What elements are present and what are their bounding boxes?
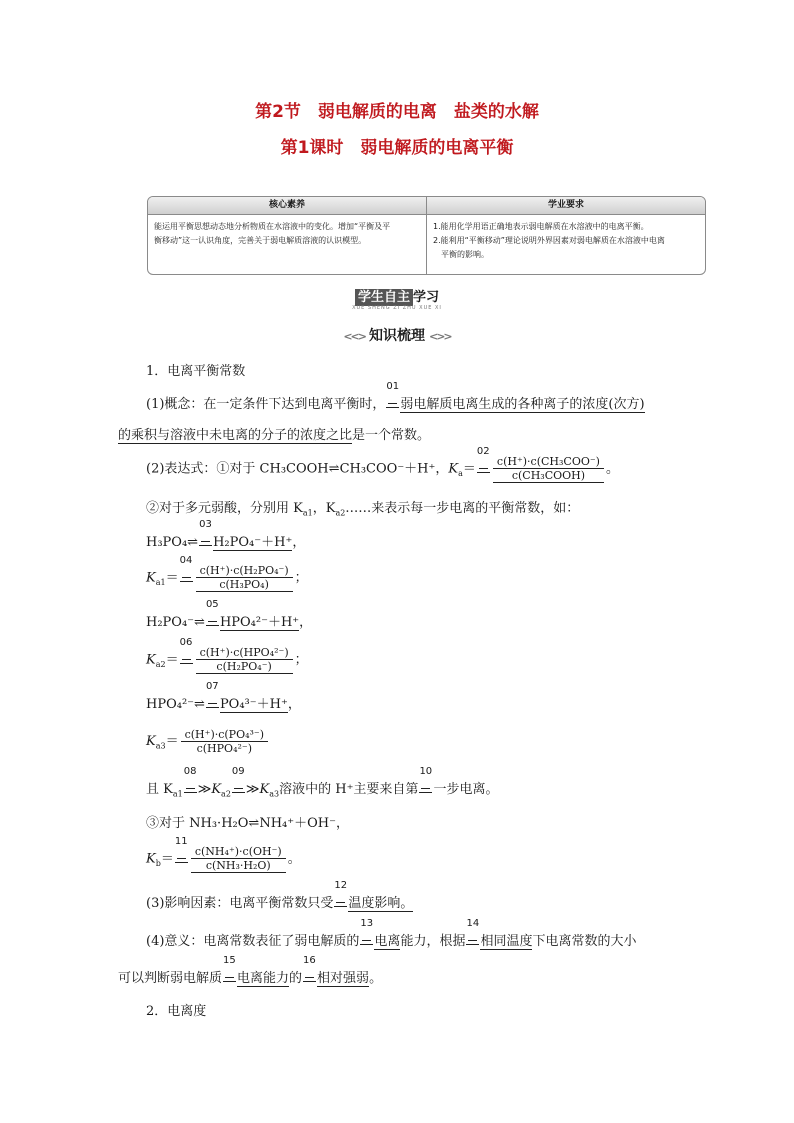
significance-line-1: (4)意义：电离常数表征了弱电解质的 13 电离能力，根据 14 相同温度下电离常数的大小	[146, 918, 637, 949]
requirements-column	[426, 197, 705, 274]
answer-blank-11: 11	[175, 850, 188, 863]
ka2-fraction: $\frac{\text{c(H⁺)·c(HPO₄²⁻)}}{\text{c(H₂PO₄⁻)}}$	[196, 646, 293, 674]
section-title: 第2节 弱电解质的电离 盐类的水解	[255, 102, 539, 122]
answer-blank-15: 15	[223, 969, 236, 982]
answer-blank-09: 09	[232, 780, 245, 793]
requirement-line: 平衡的影响。	[433, 250, 489, 259]
answer-blank-12: 12	[334, 894, 347, 907]
banner-rest: 学习	[413, 290, 440, 305]
significance-line-2: 可以判断弱电解质 15 电离能力的 16 相对强弱。	[118, 955, 383, 986]
answer-blank-10: 10	[419, 780, 432, 793]
kb-expression: $K_b=$ 11 $\frac{\text{c(NH₄⁺)·c(OH⁻)}}{\text{c(NH₃·H₂O)}}$ 。	[146, 835, 301, 872]
core-literacy-column	[148, 197, 426, 274]
requirements-header: 学业要求	[427, 197, 705, 215]
expression-line: (2)表达式：①对于 CH₃COOH⇌CH₃COO⁻＋H⁺，$K_a=$ 02 $\frac{\text{c(H⁺)·c(CH₃COO⁻)}}{\text{c(CH₃COOH)}}$ 。	[146, 445, 619, 482]
right-chevron-icon: <>>	[429, 330, 451, 343]
equilibrium-step-1: H₃PO₄⇌ 03 H₂PO₄⁻＋H⁺，	[146, 519, 306, 550]
lesson-title: 第1课时 弱电解质的电离平衡	[280, 138, 514, 158]
banner-pinyin: XUE SHENG ZI ZHU XUE XI	[352, 305, 442, 311]
answer-blank-01: 01	[386, 395, 399, 408]
section-1-heading: 1．电离平衡常数	[146, 364, 246, 379]
answer-blank-16: 16	[303, 969, 316, 982]
ka2-expression: $K_{a2}=$ 06 $\frac{\text{c(H⁺)·c(HPO₄²⁻)}}{\text{c(H₂PO₄⁻)}}$ ；	[146, 636, 308, 673]
ka-fraction: $\frac{\text{c(H⁺)·c(CH₃COO⁻)}}{\text{c(CH₃COOH)}}$	[493, 455, 604, 483]
equilibrium-step-2: H₂PO₄⁻⇌ 05 HPO₄²⁻＋H⁺，	[146, 599, 313, 630]
concept-line-1: (1)概念：在一定条件下达到电离平衡时， 01 弱电解质电离生成的各种离子的浓度(次方)	[146, 381, 645, 412]
answer-blank-06: 06	[180, 651, 193, 664]
answer-blank-03: 03	[199, 533, 212, 546]
core-literacy-line: 能运用平衡思想动态地分析物质在水溶液中的变化。增加“平衡及平	[154, 222, 391, 231]
answer-blank-04: 04	[180, 569, 193, 582]
ka3-fraction: $\frac{\text{c(H⁺)·c(PO₄³⁻)}}{\text{c(HPO₄²⁻)}}$	[181, 728, 268, 755]
core-literacy-header: 核心素养	[148, 197, 426, 215]
factors-line: (3)影响因素：电离平衡常数只受 12 温度影响。	[146, 880, 414, 911]
ka1-fraction: $\frac{\text{c(H⁺)·c(H₂PO₄⁻)}}{\text{c(H₃PO₄)}}$	[196, 564, 293, 592]
core-literacy-line: 衡移动”这一认识角度，完善关于弱电解质溶液的认识模型。	[154, 236, 367, 245]
constants-comparison: 且 $K_{a1}$ 08 $≫K_{a2}$ 09 $≫K_{a3}$溶液中的 H⁺主要来自第 10 一步电离。	[146, 766, 499, 799]
answer-blank-14: 14	[466, 932, 479, 945]
answer-blank-02: 02	[477, 460, 490, 473]
objectives-table	[147, 196, 706, 275]
equilibrium-step-3: HPO₄²⁻⇌ 07 PO₄³⁻＋H⁺，	[146, 681, 301, 712]
ka3-expression: $K_{a3}=$ $\frac{\text{c(H⁺)·c(PO₄³⁻)}}{\text{c(HPO₄²⁻)}}$	[146, 728, 270, 755]
ka1-expression: $K_{a1}=$ 04 $\frac{\text{c(H⁺)·c(H₂PO₄⁻)}}{\text{c(H₃PO₄)}}$ ；	[146, 554, 308, 591]
polyprotic-intro: ②对于多元弱酸，分别用 $K_{a1}$，$K_{a2}\dots\dots$来表示每一步电离的平衡常数，如：	[146, 501, 580, 518]
ammonia-equilibrium: ③对于 NH₃·H₂O⇌NH₄⁺＋OH⁻，	[146, 816, 349, 831]
self-study-banner	[0, 286, 794, 311]
banner-highlight: 学生自主	[355, 289, 413, 306]
left-chevron-icon: <<>	[343, 330, 365, 343]
answer-blank-13: 13	[360, 932, 373, 945]
requirement-line: 2.能利用“平衡移动”理论说明外界因素对弱电解质在水溶液中电离	[433, 236, 665, 245]
kb-fraction: $\frac{\text{c(NH₄⁺)·c(OH⁻)}}{\text{c(NH₃·H₂O)}}$	[191, 845, 286, 873]
concept-line-2: 的乘积与溶液中未电离的分子的浓度之比是一个常数。	[118, 428, 431, 443]
answer-blank-07: 07	[206, 695, 219, 708]
section-2-heading: 2．电离度	[146, 1004, 207, 1019]
requirement-line: 1.能用化学用语正确地表示弱电解质在水溶液中的电离平衡。	[433, 222, 649, 231]
answer-blank-08: 08	[184, 780, 197, 793]
answer-blank-05: 05	[206, 613, 219, 626]
knowledge-heading: <<> 知识梳理 <>>	[343, 328, 451, 344]
